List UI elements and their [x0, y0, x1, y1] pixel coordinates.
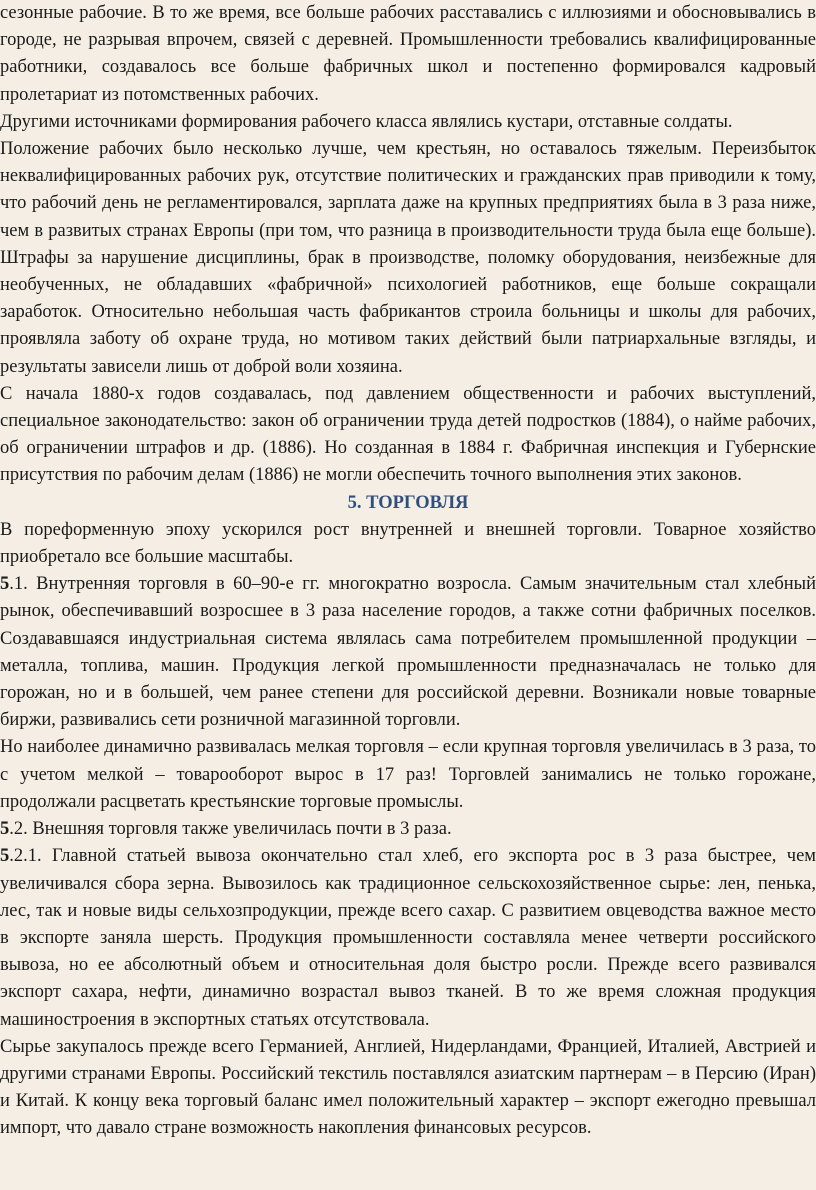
paragraph-trade-intro: В пореформенную эпоху ускорился рост внутренней и внешней торговли. Товарное хозяйство приобретало все большие масштабы. [0, 519, 816, 568]
paragraph-legislation: С начала 1880-х годов создавалась, под давлением общественности и рабочих выступлений, специальное законодательство: закон об ограничении труда детей подростков (1884), о найме рабочих, об ограничении штрафов и др. (1886). Но созданная в 1884 г. Фабричная инспекция и Губернские присутствия по рабочим делам (1886) не могли обеспечить точного выполнения этих законов. [0, 383, 816, 486]
paragraph-trade-partners: Сырье закупалось прежде всего Германией, Англией, Нидерландами, Францией, Италией, Австрией и другими странами Европы. Российский текстиль поставлялся азиатским партнерам – в Персию (Иран) и Китай. К концу века торговый баланс имел положительный характер – экспорт ежегодно превышал импорт, что давало стране возможность накопления финансовых ресурсов. [0, 1036, 816, 1139]
section-number: 5 [0, 574, 10, 595]
paragraph-internal-trade [0, 571, 816, 734]
section-number: 5 [0, 846, 10, 867]
paragraph-export [0, 843, 816, 1033]
paragraph-small-trade: Но наиболее динамично развивалась мелкая торговля – если крупная торговля увеличилась в 3 раза, то с учетом мелкой – товарооборот вырос в 17 раз! Торговлей занимались не только горожане, продолжали расцветать крестьянские торговые промыслы. [0, 737, 816, 812]
paragraph-text: .2.1. Главной статьей вывоза окончательно стал хлеб, его экспорта рос в 3 раза быстрее, чем увеличивался сбора зерна. Вывозилось как традиционное сельскохозяйственное сырье: лен, пенька, лес, так и новые виды сельхозпродукции, прежде всего сахар. С развитием овцеводства важное место в экспорте заняла шерсть. Продукция промышленности составляла менее четверти российского вывоза, но ее абсолютный объем и относительная доля быстро росли. Прежде всего развивался экспорт сахара, нефти, динамично возрастал вывоз тканей. В то же время сложная продукция машиностроения в экспортных статьях отсутствовала. [0, 846, 816, 1030]
paragraph-external-trade [0, 816, 816, 843]
section-number: 5 [0, 819, 10, 840]
section-heading-trade: 5. ТОРГОВЛЯ [347, 492, 469, 513]
paragraph-seasonal-workers: сезонные рабочие. В то же время, все больше рабочих расставались с иллюзиями и обосновывались в городе, не разрывая впрочем, связей с деревней. Промышленности требовались квалифицированные работники, создавалось все больше фабричных школ и постепенно формировался кадровый пролетариат из потомственных рабочих. [0, 3, 816, 105]
paragraph-text: .2. Внешняя торговля также увеличилась почти в 3 раза. [9, 819, 452, 840]
paragraph-other-sources: Другими источниками формирования рабочего класса являлись кустари, отставные солдаты. [0, 111, 733, 132]
paragraph-text: .1. Внутренняя торговля в 60–90-е гг. многократно возросла. Самым значительным стал хлебный рынок, обеспечивавший возросшее в 3 раза население городов, а также сотни фабричных поселков. Создававшаяся индустриальная система являлась сама потребителем промышленной продукции – металла, топлива, машин. Продукция легкой промышленности предназначалась не только для горожан, но и в большей, чем ранее степени для российской деревни. Возникали новые товарные биржи, развивались сети розничной магазинной торговли. [0, 574, 816, 731]
paragraph-workers-condition: Положение рабочих было несколько лучше, чем крестьян, но оставалось тяжелым. Переизбыток неквалифицированных рабочих рук, отсутствие политических и гражданских прав приводили к тому, что рабочий день не регламентировался, зарплата даже на крупных предприятиях была в 3 раза ниже, чем в развитых странах Европы (при том, что разница в производительности труда была еще больше). Штрафы за нарушение дисциплины, брак в производстве, поломку оборудования, неизбежные для необученных, не обладавших «фабричной» психологией работников, еще больше сокращали заработок. Относительно небольшая часть фабрикантов строила больницы и школы для рабочих, проявляла заботу об охране труда, но мотивом таких действий были патриархальные взгляды, и результаты зависели лишь от доброй воли хозяина. [0, 139, 816, 377]
